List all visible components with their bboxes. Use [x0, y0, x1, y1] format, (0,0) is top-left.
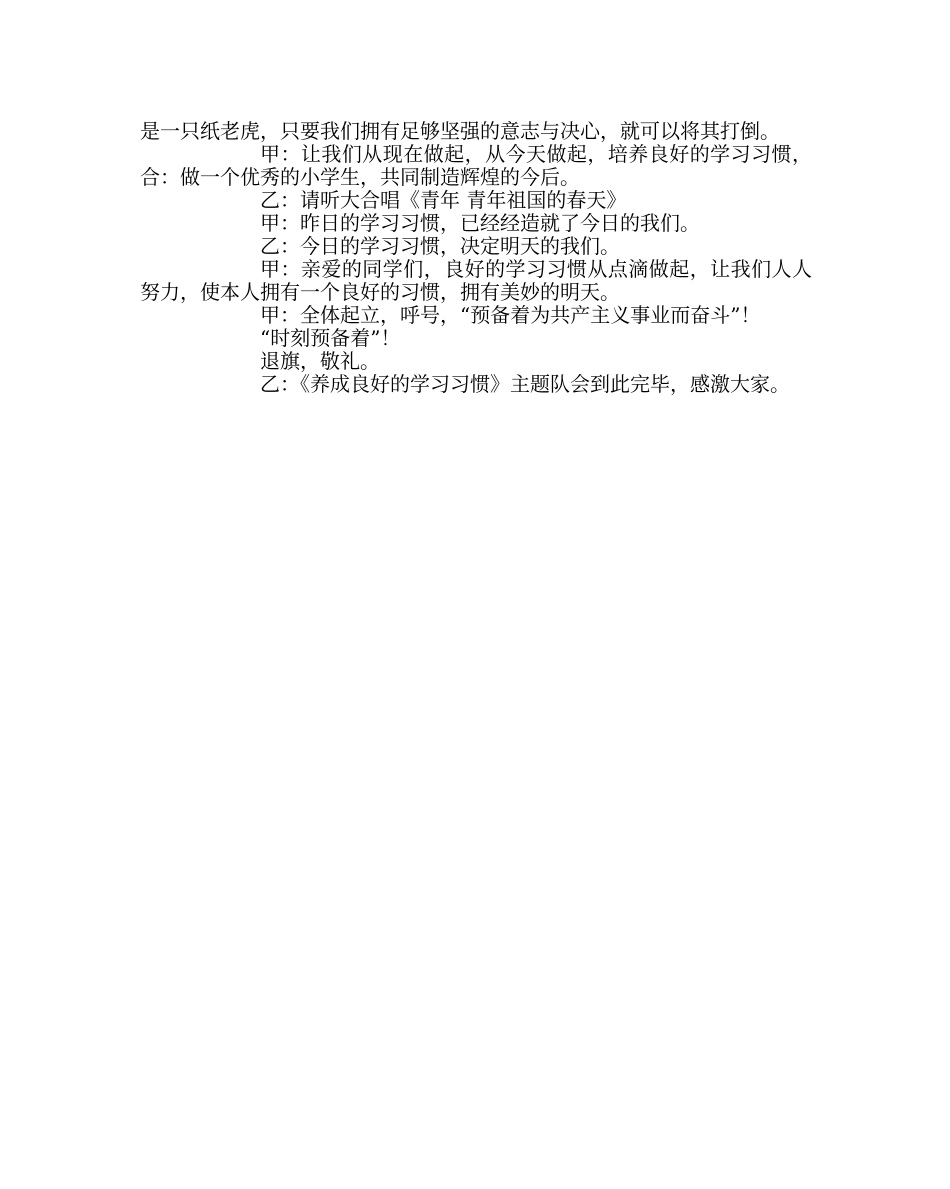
paragraph-9: 退旗，敬礼。 — [260, 349, 380, 373]
paragraph-10: 乙：《养成良好的学习习惯》主题队会到此完毕，感激大家。 — [260, 372, 790, 396]
paragraph-1: 是一只纸老虎，只要我们拥有足够坚强的意志与决心，就可以将其打倒。 — [140, 119, 780, 143]
paragraph-2: 甲：让我们从现在做起，从今天做起，培养良好的学习习惯，合：做一个优秀的小学生，共同制造辉煌的今后。 — [140, 142, 812, 189]
document-body — [140, 120, 812, 396]
paragraph-6: 甲：亲爱的同学们，良好的学习习惯从点滴做起，让我们人人努力，使本人拥有一个良好的习惯，拥有美妙的明天。 — [140, 257, 812, 304]
paragraph-3: 乙：请听大合唱《青年 青年祖国的春天》 — [260, 188, 627, 212]
paragraph-5: 乙：今日的学习习惯，决定明天的我们。 — [260, 234, 620, 258]
paragraph-7: 甲：全体起立，呼号，“预备着为共产主义事业而奋斗”！ — [260, 303, 761, 327]
paragraph-8: “时刻预备着”！ — [260, 326, 401, 350]
paragraph-4: 甲：昨日的学习习惯，已经经造就了今日的我们。 — [260, 211, 700, 235]
